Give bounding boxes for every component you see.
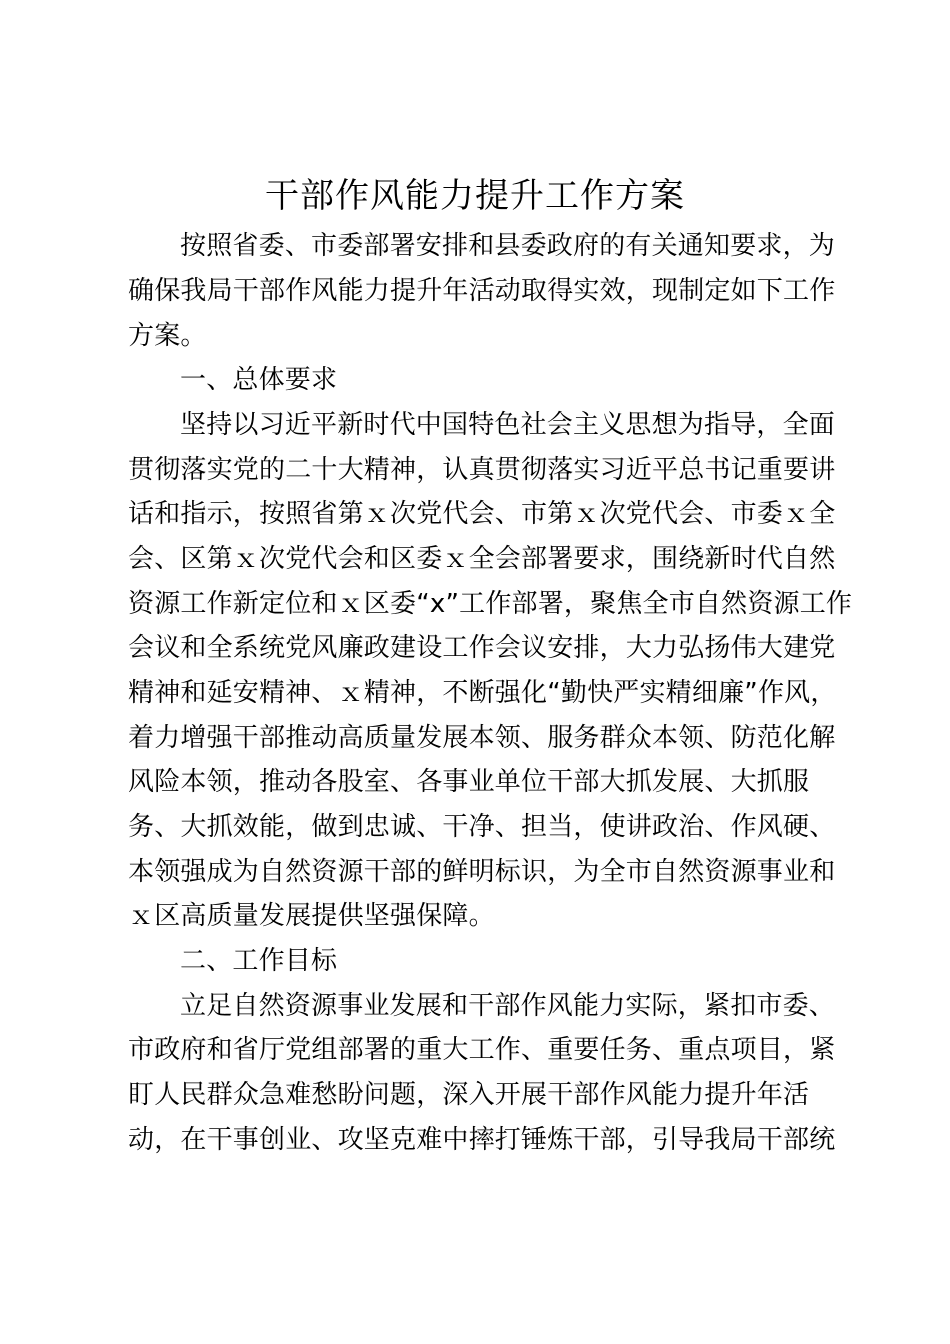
paragraph-line: 本领强成为自然资源干部的鲜明标识，为全市自然资源事业和 — [128, 857, 836, 887]
paragraph-line: 坚持以习近平新时代中国特色社会主义思想为指导，全面 — [180, 410, 836, 440]
paragraph-line: 话和指示，按照省第ｘ次党代会、市第ｘ次党代会、市委ｘ全 — [128, 499, 836, 529]
section-heading: 二、工作目标 — [180, 946, 338, 976]
paragraph-line: 确保我局干部作风能力提升年活动取得实效，现制定如下工作 — [128, 276, 836, 306]
paragraph-line: 会、区第ｘ次党代会和区委ｘ全会部署要求，围绕新时代自然 — [128, 544, 836, 574]
paragraph-line: 立足自然资源事业发展和干部作风能力实际，紧扣市委、 — [180, 991, 836, 1021]
section-heading: 一、总体要求 — [180, 365, 338, 395]
paragraph-line: ｘ区高质量发展提供坚强保障。 — [128, 901, 495, 931]
paragraph-line: 着力增强干部推动高质量发展本领、服务群众本领、防范化解 — [128, 723, 836, 753]
document-title: 干部作风能力提升工作方案 — [265, 176, 685, 216]
paragraph-line: 务、大抓效能，做到忠诚、干净、担当，使讲政治、作风硬、 — [128, 812, 836, 842]
paragraph-line: 按照省委、市委部署安排和县委政府的有关通知要求，为 — [180, 231, 836, 261]
paragraph-line: 精神和延安精神、ｘ精神，不断强化“勤快严实精细廉”作风， — [128, 678, 837, 708]
paragraph-line: 盯人民群众急难愁盼问题，深入开展干部作风能力提升年活 — [128, 1080, 810, 1110]
paragraph-line: 方案。 — [128, 321, 207, 351]
paragraph-line: 会议和全系统党风廉政建设工作会议安排，大力弘扬伟大建党 — [128, 633, 836, 663]
paragraph-line: 资源工作新定位和ｘ区委“x”工作部署，聚焦全市自然资源工作 — [128, 589, 853, 619]
paragraph-line: 市政府和省厅党组部署的重大工作、重要任务、重点项目，紧 — [128, 1035, 836, 1065]
paragraph-line: 动，在干事创业、攻坚克难中摔打锤炼干部，引导我局干部统 — [128, 1125, 836, 1155]
paragraph-line: 贯彻落实党的二十大精神，认真贯彻落实习近平总书记重要讲 — [128, 455, 836, 485]
paragraph-line: 风险本领，推动各股室、各事业单位干部大抓发展、大抓服 — [128, 767, 810, 797]
